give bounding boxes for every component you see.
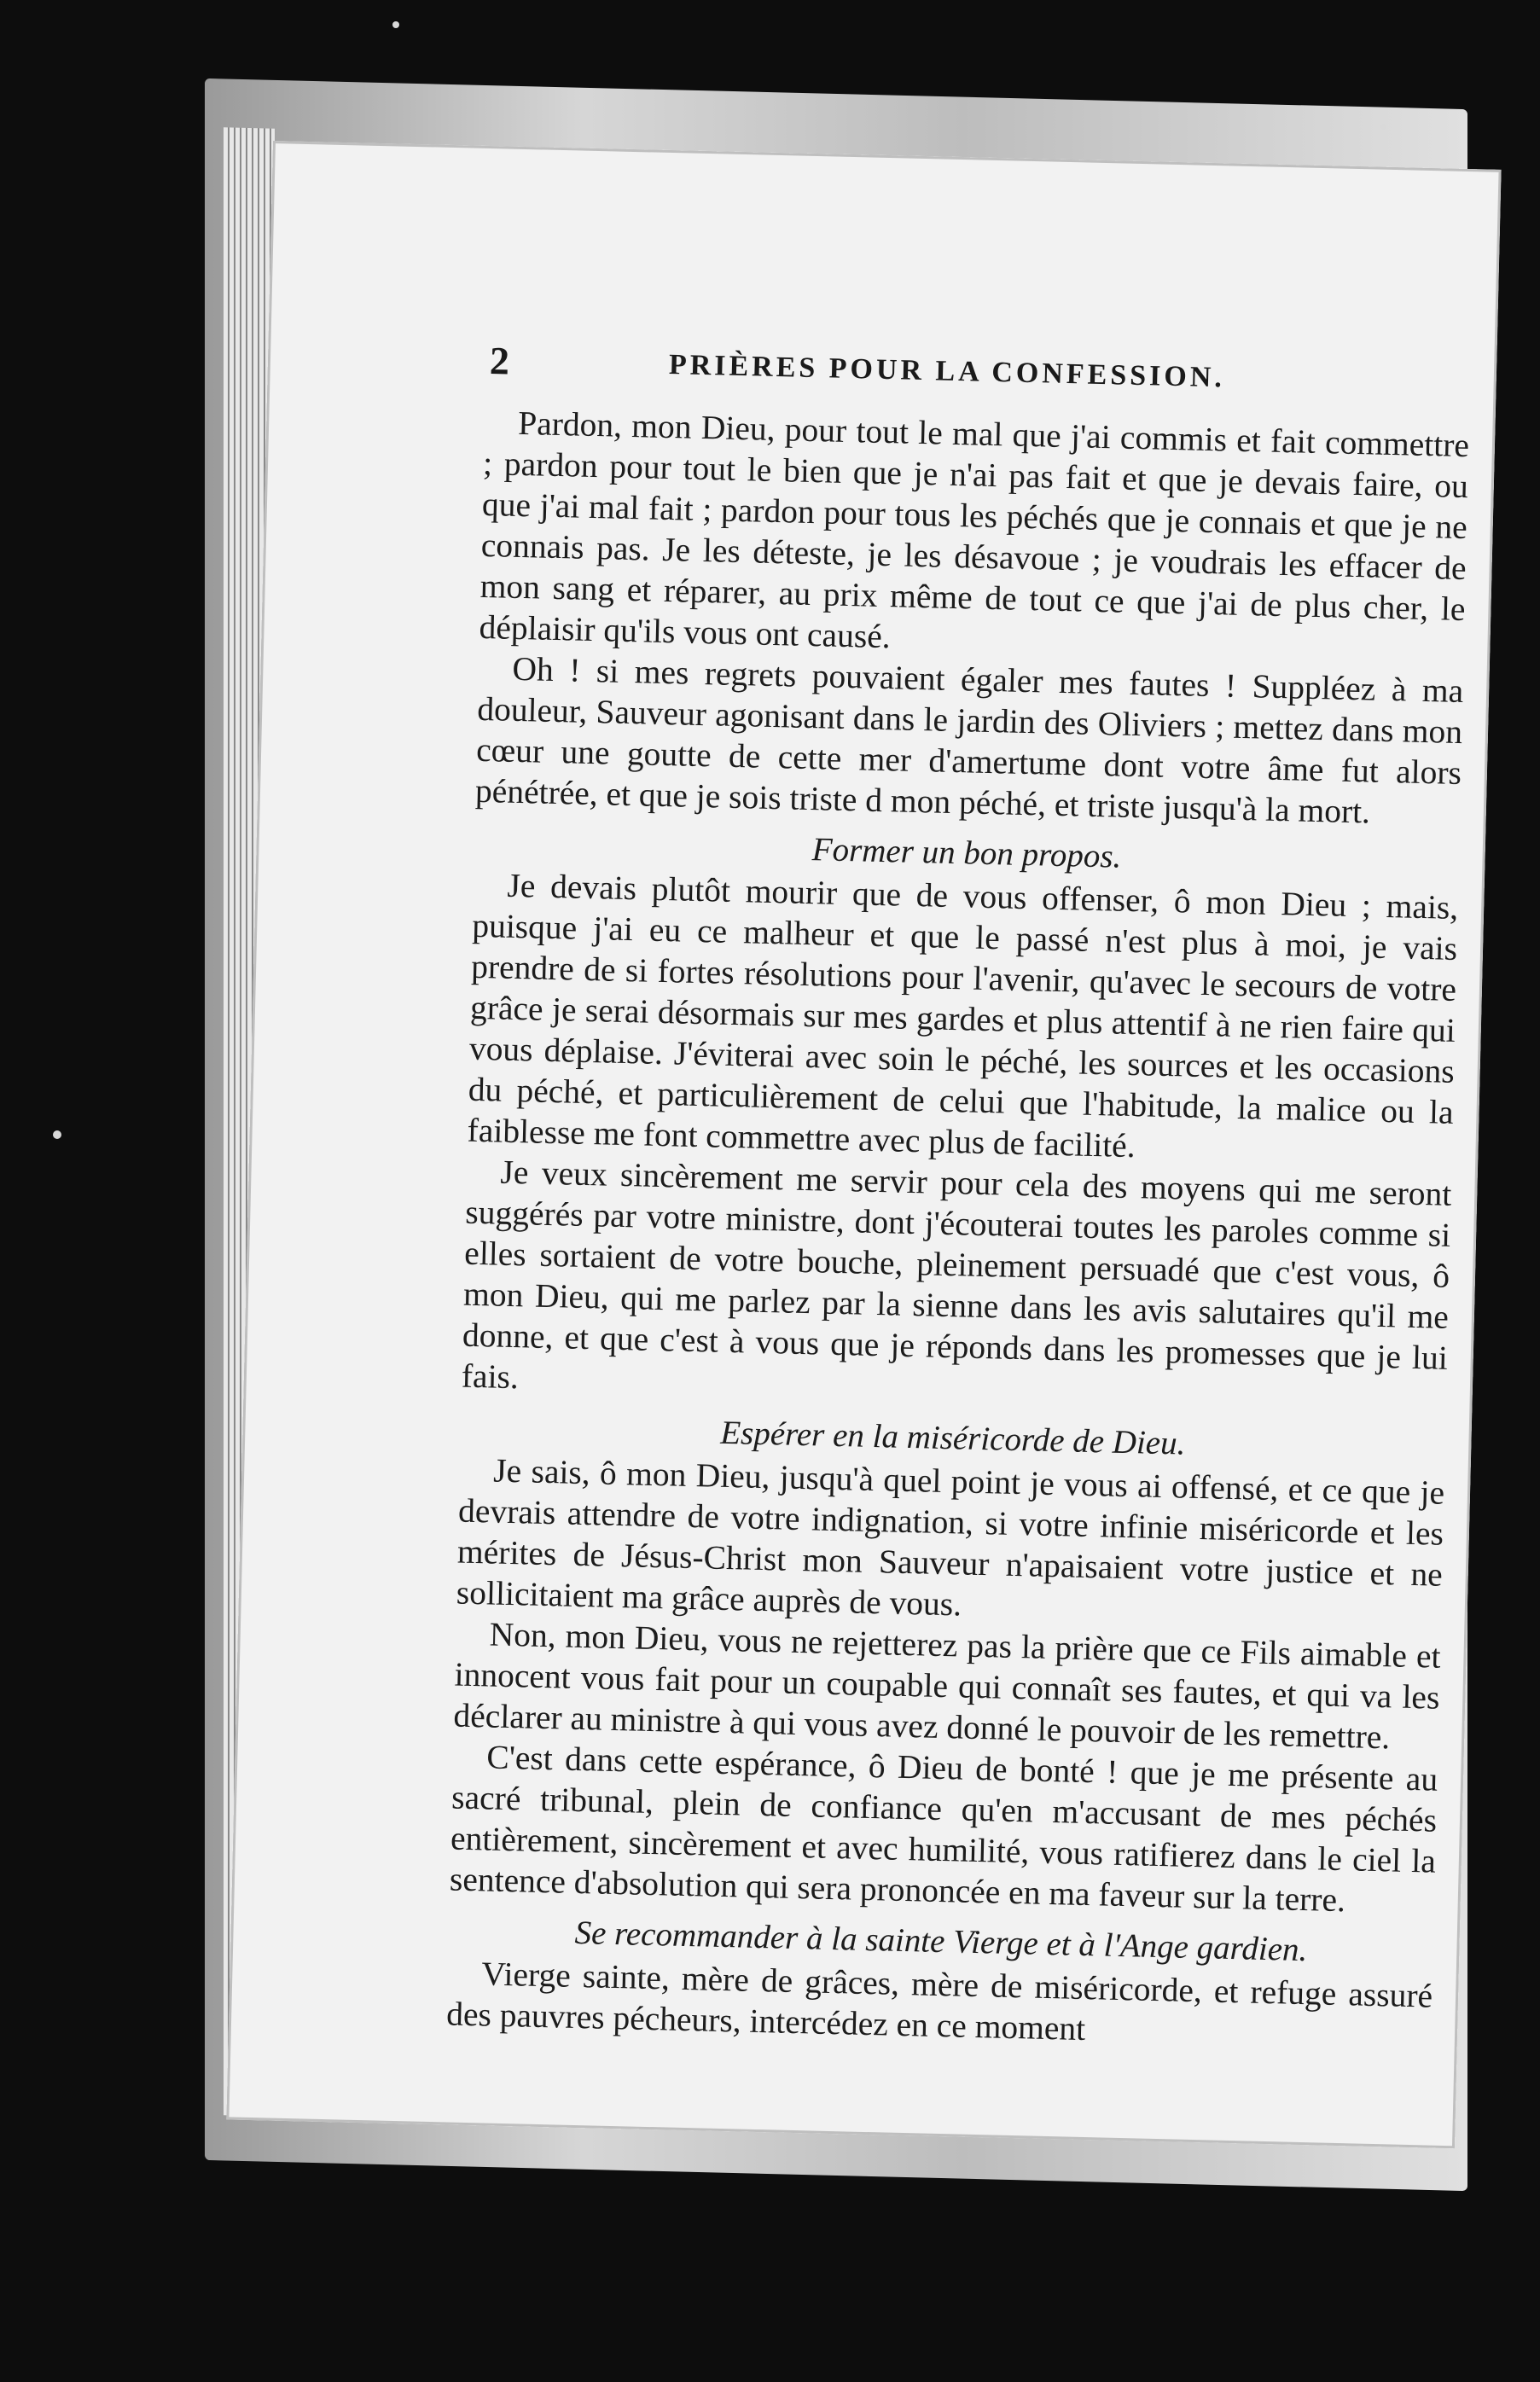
running-title: PRIÈRES POUR LA CONFESSION. <box>668 349 1226 394</box>
section-heading: Former un bon propos. <box>811 831 1122 875</box>
paragraph: Vierge sainte, mère de grâces, mère de miséricorde, et refuge assuré des pauvres pécheurs, intercédez en ce moment <box>445 1955 1433 2048</box>
paragraph: Je devais plutôt mourir que de vous offenser, ô mon Dieu ; mais, puisque j'ai eu ce malheur et que le passé n'est plus à moi, je vais prendre de si fortes résolutions pour l'avenir, qu'avec le secours de votre grâce je serai désormais sur mes gardes et plus attentif à ne rien faire qui vous déplaise. J'éviterai avec soin le péché, les sources et les occasions du péché, et particulièrement de celui que l'habitude, la malice ou la faiblesse me font commettre avec plus de facilité. <box>467 866 1459 1165</box>
page-text <box>446 402 1470 2058</box>
paragraph: Je sais, ô mon Dieu, jusqu'à quel point je vous ai offensé, et ce que je devrais attendre de votre indignation, si votre infinie miséricorde et les mérites de Jésus-Christ mon Sauveur n'apaisaient votre justice et ne sollicitaient ma grâce auprès de vous. <box>456 1451 1445 1624</box>
dust-speck <box>53 1130 61 1139</box>
section-heading: Se recommander à la sainte Vierge et à l'Ange gardien. <box>574 1914 1308 1969</box>
book-page <box>226 141 1501 2148</box>
paragraph: Oh ! si mes regrets pouvaient égaler mes fautes ! Suppléez à ma douleur, Sauveur agonisant dans le jardin des Oliviers ; mettez dans mon cœur une goutte de cette mer d'amertume dont votre âme fut alors pénétrée, et que je sois triste d mon péché, et triste jusqu'à la mort. <box>474 649 1464 831</box>
dust-speck <box>392 21 399 28</box>
section-heading: Espérer en la miséricorde de Dieu. <box>719 1414 1186 1462</box>
paragraph: Non, mon Dieu, vous ne rejetterez pas la prière que ce Fils aimable et innocent vous fait pour un coupable qui connaît ses fautes, et qui va les déclarer au ministre à qui vous avez donné le pouvoir de les remettre. <box>453 1615 1442 1757</box>
page-number: 2 <box>489 339 510 383</box>
dust-speck <box>1380 124 1386 130</box>
paragraph: C'est dans cette espérance, ô Dieu de bonté ! que je me présente au sacré tribunal, plein de confiance qu'en m'accusant de mes péchés entièrement, sincèrement et avec humilité, vous ratifierez dans le ciel la sentence d'absolution qui sera prononcée en ma faveur sur la terre. <box>449 1738 1438 1920</box>
paragraph: Je veux sincèrement me servir pour cela des moyens qui me seront suggérés par votre ministre, dont j'écouterai toutes les paroles comme si elles sortaient de votre bouche, pleinement persuadé que c'est vous, ô mon Dieu, qui me parlez par la sienne dans les avis salutaires qu'il me donne, et que c'est à vous que je réponds dans les promesses que je lui fais. <box>461 1153 1452 1397</box>
paragraph: Pardon, mon Dieu, pour tout le mal que j'ai commis et fait commettre ; pardon pour tout le bien que je n'ai pas fait et que je devais faire, ou que j'ai mal fait ; pardon pour tous les péchés que je connais et que je ne connais pas. Je les déteste, je les désavoue ; je voudrais les effacer de mon sang et réparer, au prix même de tout ce que j'ai de plus cher, le déplaisir qu'ils vous ont causé. <box>479 404 1470 656</box>
